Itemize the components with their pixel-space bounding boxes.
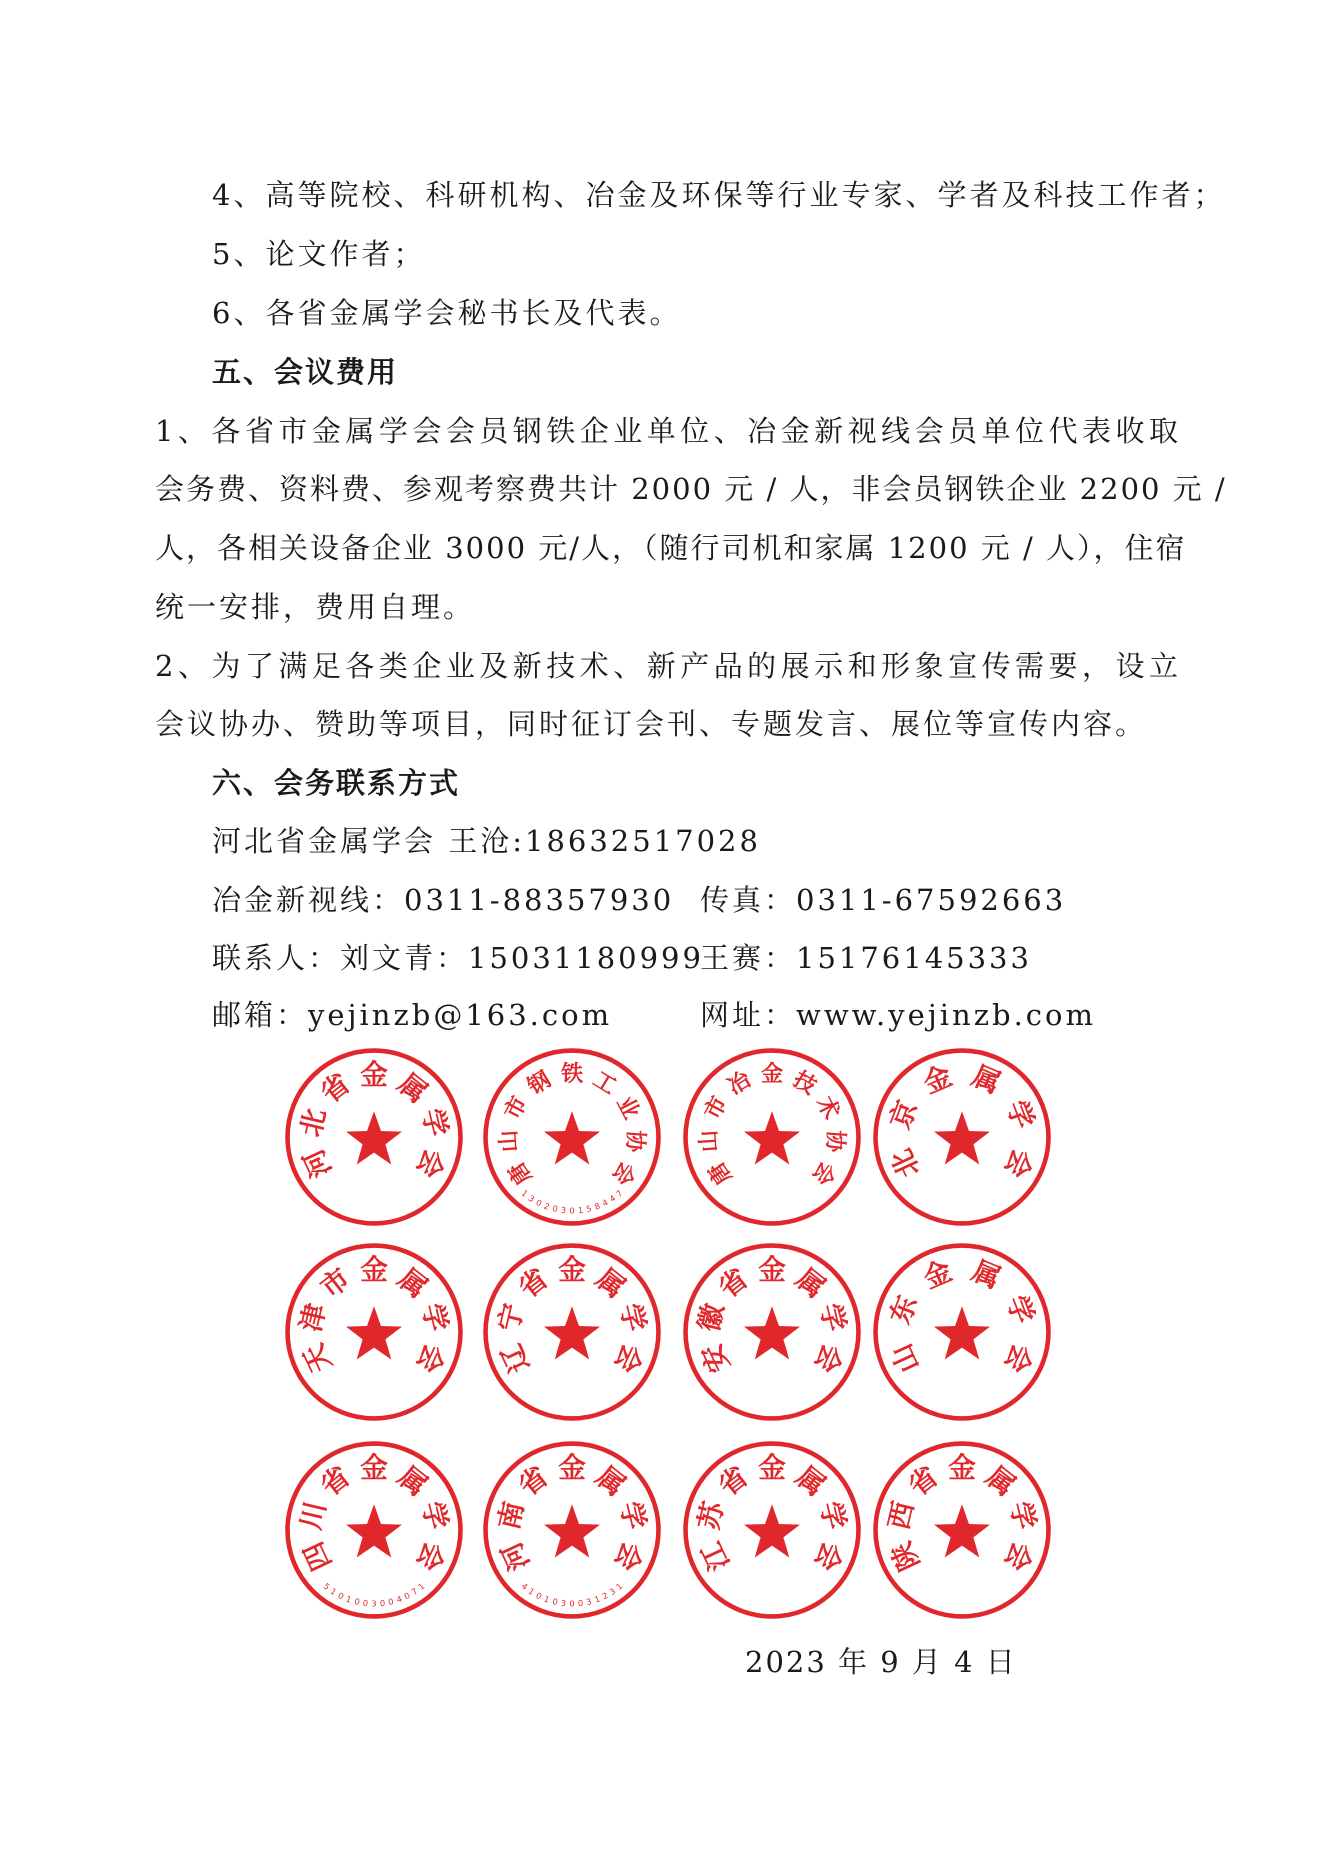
- svg-text:4: 4: [519, 1580, 530, 1592]
- seal-star-icon: [934, 1306, 990, 1359]
- svg-text:唐: 唐: [704, 1156, 738, 1190]
- svg-text:市: 市: [700, 1092, 733, 1124]
- organization-seal: [480, 1045, 664, 1229]
- seal-star-icon: [544, 1306, 600, 1359]
- svg-text:0: 0: [336, 1590, 346, 1602]
- svg-text:学: 学: [813, 1300, 853, 1335]
- organization-seal: [282, 1240, 466, 1424]
- svg-text:会: 会: [997, 1536, 1040, 1576]
- svg-text:0: 0: [362, 1597, 369, 1609]
- svg-text:1: 1: [542, 1593, 551, 1605]
- svg-text:北: 北: [884, 1143, 927, 1183]
- svg-text:学: 学: [1003, 1498, 1043, 1533]
- svg-text:京: 京: [883, 1095, 924, 1134]
- svg-text:会: 会: [806, 1156, 840, 1190]
- seal-star-icon: [346, 1306, 402, 1359]
- svg-text:属: 属: [967, 1253, 1006, 1295]
- svg-text:川: 川: [293, 1498, 333, 1533]
- seal-star-icon: [744, 1111, 800, 1164]
- svg-text:天: 天: [296, 1338, 339, 1378]
- svg-text:协: 协: [621, 1129, 648, 1153]
- svg-text:属: 属: [789, 1459, 832, 1503]
- svg-text:市: 市: [500, 1092, 533, 1124]
- svg-text:会: 会: [409, 1536, 452, 1576]
- svg-text:属: 属: [589, 1459, 632, 1503]
- svg-text:4: 4: [600, 1197, 610, 1209]
- contact-org-line: 河北省金属学会 王沧:18632517028: [212, 824, 761, 858]
- svg-text:山: 山: [696, 1129, 723, 1153]
- svg-text:7: 7: [614, 1187, 625, 1199]
- organization-seal: [480, 1240, 664, 1424]
- svg-text:3: 3: [560, 1597, 567, 1609]
- svg-text:宁: 宁: [491, 1300, 531, 1335]
- organization-seal: [680, 1438, 864, 1622]
- svg-text:属: 属: [391, 1066, 434, 1110]
- svg-text:4: 4: [607, 1192, 618, 1205]
- svg-text:1: 1: [519, 1187, 530, 1199]
- fees-para2-line2: 会议协办、赞助等项目，同时征订会刊、专题发言、展位等宣传内容。: [155, 707, 1148, 741]
- svg-text:0: 0: [402, 1590, 412, 1602]
- svg-text:安: 安: [694, 1338, 737, 1378]
- organization-seal: [680, 1240, 864, 1424]
- seal-star-icon: [544, 1111, 600, 1164]
- svg-text:3: 3: [560, 1204, 567, 1216]
- svg-text:金: 金: [758, 1450, 786, 1484]
- svg-text:学: 学: [613, 1498, 653, 1533]
- svg-text:江: 江: [694, 1536, 737, 1576]
- fees-para1-line3: 人，各相关设备企业 3000 元/人，（随行司机和家属 1200 元 / 人），住宿: [155, 531, 1187, 565]
- svg-text:1: 1: [526, 1585, 537, 1598]
- svg-text:市: 市: [314, 1261, 357, 1305]
- svg-text:2: 2: [542, 1200, 551, 1212]
- svg-text:省: 省: [712, 1459, 755, 1503]
- svg-text:3: 3: [607, 1585, 618, 1598]
- svg-text:会: 会: [807, 1536, 850, 1576]
- svg-text:四: 四: [296, 1536, 339, 1576]
- svg-text:省: 省: [314, 1066, 357, 1110]
- svg-text:铁: 铁: [560, 1061, 584, 1087]
- svg-text:省: 省: [512, 1459, 555, 1503]
- contact-email: 邮箱：yejinzb@163.com: [212, 998, 613, 1032]
- svg-text:金: 金: [360, 1450, 388, 1484]
- contact-phone: 冶金新视线：0311-88357930: [212, 883, 675, 917]
- svg-text:金: 金: [948, 1450, 976, 1484]
- svg-text:金: 金: [758, 1252, 786, 1286]
- fees-para1-line1: 1、各省市金属学会会员钢铁企业单位、冶金新视线会员单位代表收取: [155, 414, 1180, 448]
- svg-text:金: 金: [360, 1252, 388, 1286]
- fees-para1-line2: 会务费、资料费、参观考察费共计 2000 元 / 人，非会员钢铁企业 2200 元 /: [155, 472, 1227, 506]
- svg-text:5: 5: [321, 1580, 332, 1592]
- svg-text:河: 河: [494, 1536, 537, 1576]
- svg-text:会: 会: [997, 1143, 1040, 1183]
- svg-text:唐: 唐: [504, 1156, 538, 1190]
- svg-text:钢: 钢: [523, 1067, 556, 1100]
- organization-seal: [870, 1438, 1054, 1622]
- svg-text:金: 金: [918, 1253, 957, 1295]
- fees-para1-line4: 统一安排，费用自理。: [155, 590, 476, 624]
- seal-star-icon: [934, 1111, 990, 1164]
- svg-text:山: 山: [884, 1338, 927, 1378]
- svg-text:3: 3: [526, 1192, 537, 1205]
- svg-text:辽: 辽: [494, 1338, 537, 1378]
- svg-text:省: 省: [712, 1261, 755, 1305]
- svg-text:属: 属: [789, 1261, 832, 1305]
- organization-seal: [282, 1045, 466, 1229]
- svg-text:3: 3: [585, 1596, 593, 1608]
- seal-star-icon: [544, 1504, 600, 1557]
- svg-text:1: 1: [328, 1585, 339, 1598]
- svg-text:2: 2: [600, 1590, 610, 1602]
- svg-text:金: 金: [360, 1057, 388, 1091]
- svg-text:金: 金: [760, 1061, 784, 1087]
- svg-text:学: 学: [415, 1105, 455, 1140]
- svg-text:省: 省: [902, 1459, 945, 1503]
- list-item-6: 6、各省金属学会秘书长及代表。: [212, 296, 682, 330]
- svg-text:0: 0: [387, 1596, 395, 1608]
- svg-text:学: 学: [415, 1300, 455, 1335]
- svg-text:津: 津: [293, 1300, 333, 1335]
- svg-text:3: 3: [371, 1598, 377, 1609]
- svg-text:1: 1: [416, 1580, 427, 1592]
- seal-star-icon: [346, 1111, 402, 1164]
- svg-text:属: 属: [967, 1058, 1006, 1100]
- svg-text:0: 0: [534, 1590, 544, 1602]
- contact-person-2: 王赛：15176145333: [700, 941, 1032, 975]
- svg-text:金: 金: [558, 1450, 586, 1484]
- svg-text:0: 0: [569, 1598, 575, 1609]
- svg-text:1: 1: [614, 1580, 625, 1592]
- svg-text:属: 属: [979, 1459, 1022, 1503]
- svg-text:4: 4: [395, 1593, 404, 1605]
- svg-text:冶: 冶: [723, 1067, 756, 1100]
- organization-seal: [282, 1438, 466, 1622]
- svg-text:0: 0: [569, 1205, 575, 1216]
- svg-text:1: 1: [577, 1204, 584, 1216]
- svg-text:苏: 苏: [691, 1498, 731, 1533]
- svg-text:省: 省: [314, 1459, 357, 1503]
- svg-text:学: 学: [415, 1498, 455, 1533]
- seal-star-icon: [934, 1504, 990, 1557]
- list-item-5: 5、论文作者；: [212, 237, 426, 271]
- svg-text:会: 会: [409, 1143, 452, 1183]
- svg-text:会: 会: [997, 1338, 1040, 1378]
- svg-text:金: 金: [918, 1058, 957, 1100]
- svg-text:协: 协: [821, 1129, 848, 1153]
- svg-text:会: 会: [607, 1338, 650, 1378]
- svg-text:学: 学: [1000, 1290, 1041, 1329]
- svg-text:属: 属: [589, 1261, 632, 1305]
- svg-text:会: 会: [607, 1536, 650, 1576]
- svg-text:技: 技: [788, 1067, 821, 1100]
- svg-text:学: 学: [613, 1300, 653, 1335]
- seal-star-icon: [744, 1306, 800, 1359]
- svg-text:西: 西: [881, 1498, 921, 1533]
- svg-text:5: 5: [585, 1203, 593, 1215]
- contact-person-1: 联系人：刘文青：15031180999: [212, 941, 704, 975]
- svg-text:陕: 陕: [884, 1536, 927, 1576]
- svg-text:会: 会: [409, 1338, 452, 1378]
- contact-website: 网址：www.yejinzb.com: [700, 998, 1096, 1032]
- svg-text:1: 1: [344, 1593, 353, 1605]
- svg-text:工: 工: [588, 1067, 621, 1100]
- document-date: 2023 年 9 月 4 日: [745, 1645, 1017, 1679]
- svg-text:金: 金: [558, 1252, 586, 1286]
- organization-seal: [680, 1045, 864, 1229]
- svg-text:南: 南: [491, 1498, 531, 1533]
- seal-star-icon: [744, 1504, 800, 1557]
- svg-text:1: 1: [593, 1593, 602, 1605]
- svg-text:山: 山: [496, 1129, 523, 1153]
- contact-fax: 传真：0311-67592663: [700, 883, 1067, 917]
- organization-seal: [870, 1045, 1054, 1229]
- svg-text:8: 8: [593, 1200, 602, 1212]
- svg-text:会: 会: [807, 1338, 850, 1378]
- svg-text:业: 业: [611, 1092, 644, 1124]
- svg-text:属: 属: [391, 1261, 434, 1305]
- svg-text:会: 会: [606, 1156, 640, 1190]
- svg-text:0: 0: [534, 1197, 544, 1209]
- svg-text:属: 属: [391, 1459, 434, 1503]
- svg-text:北: 北: [293, 1105, 333, 1140]
- seal-star-icon: [346, 1504, 402, 1557]
- svg-text:东: 东: [883, 1290, 924, 1329]
- section-heading-fees: 五、会议费用: [212, 355, 399, 389]
- svg-text:0: 0: [551, 1596, 559, 1608]
- svg-text:0: 0: [551, 1203, 559, 1215]
- list-item-4: 4、高等院校、科研机构、冶金及环保等行业专家、学者及科技工作者；: [212, 178, 1226, 212]
- svg-text:7: 7: [409, 1585, 420, 1598]
- organization-seal: [480, 1438, 664, 1622]
- svg-text:徽: 徽: [691, 1300, 731, 1335]
- svg-text:0: 0: [353, 1596, 361, 1608]
- svg-text:学: 学: [813, 1498, 853, 1533]
- organization-seal: [870, 1240, 1054, 1424]
- svg-text:省: 省: [512, 1261, 555, 1305]
- section-heading-contact: 六、会务联系方式: [212, 766, 461, 800]
- svg-text:河: 河: [296, 1143, 339, 1183]
- svg-text:0: 0: [379, 1597, 386, 1609]
- fees-para2-line1: 2、为了满足各类企业及新技术、新产品的展示和形象宣传需要，设立: [155, 649, 1180, 683]
- svg-text:学: 学: [1000, 1095, 1041, 1134]
- svg-text:0: 0: [577, 1597, 584, 1609]
- svg-text:术: 术: [811, 1092, 844, 1124]
